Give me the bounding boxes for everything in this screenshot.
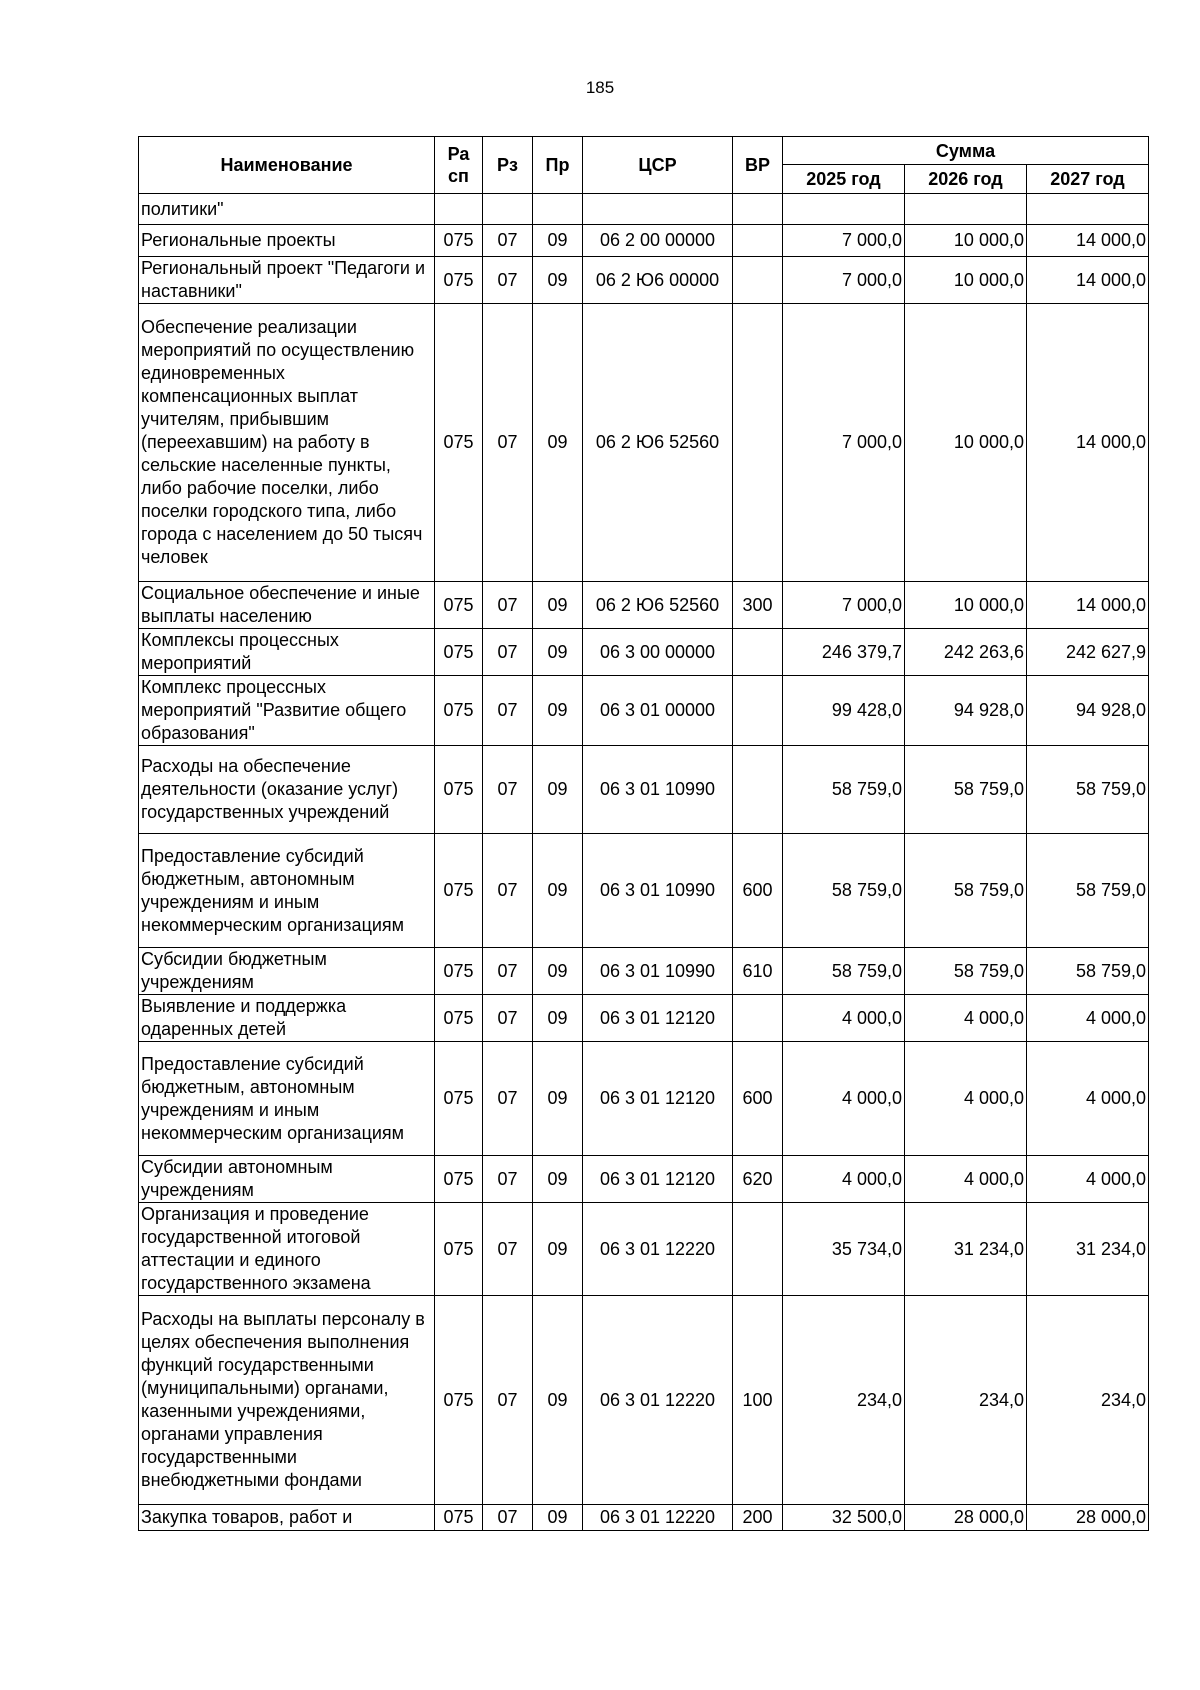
cell-sum-2025: 99 428,0 bbox=[783, 676, 905, 746]
cell-rasp: 075 bbox=[435, 1296, 483, 1505]
cell-pr: 09 bbox=[533, 676, 583, 746]
cell-vr bbox=[733, 194, 783, 225]
cell-vr: 600 bbox=[733, 1042, 783, 1156]
cell-sum-2025: 234,0 bbox=[783, 1296, 905, 1505]
cell-csr bbox=[583, 194, 733, 225]
cell-vr: 200 bbox=[733, 1505, 783, 1531]
cell-rasp: 075 bbox=[435, 1505, 483, 1531]
cell-sum-2026: 4 000,0 bbox=[905, 1042, 1027, 1156]
cell-vr bbox=[733, 676, 783, 746]
cell-csr: 06 3 01 10990 bbox=[583, 834, 733, 948]
cell-pr: 09 bbox=[533, 1296, 583, 1505]
cell-sum-2027: 14 000,0 bbox=[1027, 257, 1149, 304]
cell-rasp: 075 bbox=[435, 676, 483, 746]
cell-sum-2027: 4 000,0 bbox=[1027, 1156, 1149, 1203]
cell-sum-2027: 242 627,9 bbox=[1027, 629, 1149, 676]
cell-name: Расходы на выплаты персоналу в целях обеспечения выполнения функций государственными (муниципальными) органами, казенными учреждениями, органами управления государственными внебюджетными фондами bbox=[139, 1296, 435, 1505]
header-year-2025: 2025 год bbox=[783, 165, 905, 194]
cell-name: Расходы на обеспечение деятельности (оказание услуг) государственных учреждений bbox=[139, 746, 435, 834]
table-row bbox=[139, 948, 1149, 995]
cell-sum-2026: 58 759,0 bbox=[905, 834, 1027, 948]
cell-name: Региональные проекты bbox=[139, 225, 435, 257]
cell-sum-2027 bbox=[1027, 194, 1149, 225]
header-rasp-top: Ра bbox=[447, 144, 470, 164]
cell-sum-2025: 4 000,0 bbox=[783, 1042, 905, 1156]
budget-table bbox=[138, 136, 1149, 1531]
cell-csr: 06 2 Ю6 52560 bbox=[583, 304, 733, 582]
cell-pr: 09 bbox=[533, 1042, 583, 1156]
page-number: 185 bbox=[585, 78, 615, 97]
cell-rasp: 075 bbox=[435, 948, 483, 995]
cell-name: Социальное обеспечение и иные выплаты населению bbox=[139, 582, 435, 629]
cell-pr: 09 bbox=[533, 629, 583, 676]
cell-sum-2027: 14 000,0 bbox=[1027, 225, 1149, 257]
table-body bbox=[139, 194, 1149, 1531]
cell-name: Выявление и поддержка одаренных детей bbox=[139, 995, 435, 1042]
cell-rz: 07 bbox=[483, 1505, 533, 1531]
cell-rz: 07 bbox=[483, 1203, 533, 1296]
table-row bbox=[139, 676, 1149, 746]
cell-sum-2025: 7 000,0 bbox=[783, 257, 905, 304]
cell-rz: 07 bbox=[483, 225, 533, 257]
cell-rz: 07 bbox=[483, 995, 533, 1042]
cell-rz: 07 bbox=[483, 834, 533, 948]
cell-pr: 09 bbox=[533, 1203, 583, 1296]
cell-sum-2027: 94 928,0 bbox=[1027, 676, 1149, 746]
cell-sum-2027: 58 759,0 bbox=[1027, 948, 1149, 995]
cell-vr: 600 bbox=[733, 834, 783, 948]
table-row bbox=[139, 257, 1149, 304]
cell-name: Комплексы процессных мероприятий bbox=[139, 629, 435, 676]
cell-rz: 07 bbox=[483, 676, 533, 746]
cell-vr bbox=[733, 257, 783, 304]
cell-pr: 09 bbox=[533, 1156, 583, 1203]
cell-rz: 07 bbox=[483, 746, 533, 834]
cell-rz: 07 bbox=[483, 1296, 533, 1505]
cell-vr bbox=[733, 995, 783, 1042]
cell-csr: 06 3 01 12120 bbox=[583, 995, 733, 1042]
cell-rz: 07 bbox=[483, 1042, 533, 1156]
cell-rasp: 075 bbox=[435, 1042, 483, 1156]
header-name: Наименование bbox=[139, 137, 435, 194]
cell-csr: 06 2 Ю6 52560 bbox=[583, 582, 733, 629]
cell-name: Организация и проведение государственной итоговой аттестации и единого государственного экзамена bbox=[139, 1203, 435, 1296]
cell-sum-2027: 4 000,0 bbox=[1027, 995, 1149, 1042]
cell-sum-2026: 10 000,0 bbox=[905, 257, 1027, 304]
cell-rz: 07 bbox=[483, 629, 533, 676]
cell-sum-2025: 58 759,0 bbox=[783, 948, 905, 995]
header-csr: ЦСР bbox=[583, 137, 733, 194]
cell-vr: 300 bbox=[733, 582, 783, 629]
cell-name: Комплекс процессных мероприятий "Развитие общего образования" bbox=[139, 676, 435, 746]
cell-sum-2025: 7 000,0 bbox=[783, 225, 905, 257]
cell-sum-2026: 10 000,0 bbox=[905, 304, 1027, 582]
cell-csr: 06 3 01 10990 bbox=[583, 746, 733, 834]
cell-rz: 07 bbox=[483, 304, 533, 582]
cell-sum-2025: 35 734,0 bbox=[783, 1203, 905, 1296]
table-row bbox=[139, 1505, 1149, 1531]
cell-pr: 09 bbox=[533, 948, 583, 995]
cell-pr: 09 bbox=[533, 746, 583, 834]
table-row bbox=[139, 1203, 1149, 1296]
cell-name: Предоставление субсидий бюджетным, автономным учреждениям и иным некоммерческим организациям bbox=[139, 834, 435, 948]
cell-csr: 06 2 00 00000 bbox=[583, 225, 733, 257]
cell-rasp: 075 bbox=[435, 257, 483, 304]
cell-sum-2026: 242 263,6 bbox=[905, 629, 1027, 676]
cell-rz: 07 bbox=[483, 582, 533, 629]
cell-name: Субсидии бюджетным учреждениям bbox=[139, 948, 435, 995]
cell-sum-2026: 10 000,0 bbox=[905, 582, 1027, 629]
cell-csr: 06 3 01 12120 bbox=[583, 1042, 733, 1156]
cell-rasp: 075 bbox=[435, 582, 483, 629]
table-row bbox=[139, 834, 1149, 948]
cell-sum-2027: 234,0 bbox=[1027, 1296, 1149, 1505]
cell-name: Закупка товаров, работ и bbox=[139, 1505, 435, 1531]
cell-vr: 610 bbox=[733, 948, 783, 995]
cell-csr: 06 2 Ю6 00000 bbox=[583, 257, 733, 304]
cell-sum-2025: 58 759,0 bbox=[783, 834, 905, 948]
table-row bbox=[139, 629, 1149, 676]
cell-pr: 09 bbox=[533, 995, 583, 1042]
cell-sum-2026: 4 000,0 bbox=[905, 995, 1027, 1042]
cell-sum-2027: 58 759,0 bbox=[1027, 834, 1149, 948]
cell-name: Обеспечение реализации мероприятий по осуществлению единовременных компенсационных выплат учителям, прибывшим (переехавшим) на работу в сельские населенные пункты, либо рабочие поселки, либо поселки городского типа, либо города с населением до 50 тысяч человек bbox=[139, 304, 435, 582]
cell-vr bbox=[733, 225, 783, 257]
header-rasp bbox=[435, 137, 483, 194]
cell-rasp: 075 bbox=[435, 304, 483, 582]
header-year-2026: 2026 год bbox=[905, 165, 1027, 194]
cell-rasp bbox=[435, 194, 483, 225]
cell-rz: 07 bbox=[483, 948, 533, 995]
cell-vr: 620 bbox=[733, 1156, 783, 1203]
cell-rasp: 075 bbox=[435, 225, 483, 257]
cell-sum-2026: 94 928,0 bbox=[905, 676, 1027, 746]
table-row bbox=[139, 1296, 1149, 1505]
cell-rz: 07 bbox=[483, 1156, 533, 1203]
cell-csr: 06 3 01 00000 bbox=[583, 676, 733, 746]
cell-sum-2025: 58 759,0 bbox=[783, 746, 905, 834]
cell-rasp: 075 bbox=[435, 834, 483, 948]
cell-rasp: 075 bbox=[435, 1203, 483, 1296]
header-year-2027: 2027 год bbox=[1027, 165, 1149, 194]
cell-sum-2027: 4 000,0 bbox=[1027, 1042, 1149, 1156]
cell-rasp: 075 bbox=[435, 746, 483, 834]
cell-sum-2027: 31 234,0 bbox=[1027, 1203, 1149, 1296]
cell-sum-2025: 246 379,7 bbox=[783, 629, 905, 676]
header-pr: Пр bbox=[533, 137, 583, 194]
table-row bbox=[139, 225, 1149, 257]
cell-rasp: 075 bbox=[435, 629, 483, 676]
cell-pr: 09 bbox=[533, 225, 583, 257]
cell-sum-2025: 32 500,0 bbox=[783, 1505, 905, 1531]
cell-sum-2025: 7 000,0 bbox=[783, 304, 905, 582]
cell-pr: 09 bbox=[533, 304, 583, 582]
cell-rz: 07 bbox=[483, 257, 533, 304]
table-row bbox=[139, 1156, 1149, 1203]
cell-vr bbox=[733, 629, 783, 676]
cell-pr: 09 bbox=[533, 582, 583, 629]
cell-rz bbox=[483, 194, 533, 225]
table-row bbox=[139, 1042, 1149, 1156]
cell-vr bbox=[733, 304, 783, 582]
table-row bbox=[139, 995, 1149, 1042]
cell-sum-2026: 4 000,0 bbox=[905, 1156, 1027, 1203]
header-rasp-bottom: сп bbox=[448, 166, 469, 186]
cell-sum-2027: 58 759,0 bbox=[1027, 746, 1149, 834]
cell-csr: 06 3 01 12220 bbox=[583, 1505, 733, 1531]
cell-sum-2025: 4 000,0 bbox=[783, 995, 905, 1042]
cell-pr bbox=[533, 194, 583, 225]
cell-sum-2026: 10 000,0 bbox=[905, 225, 1027, 257]
table-row bbox=[139, 194, 1149, 225]
table-header bbox=[139, 137, 1149, 194]
table-row bbox=[139, 746, 1149, 834]
cell-pr: 09 bbox=[533, 257, 583, 304]
cell-sum-2027: 14 000,0 bbox=[1027, 304, 1149, 582]
cell-pr: 09 bbox=[533, 1505, 583, 1531]
cell-sum-2026: 58 759,0 bbox=[905, 746, 1027, 834]
cell-name: политики" bbox=[139, 194, 435, 225]
cell-pr: 09 bbox=[533, 834, 583, 948]
table-row bbox=[139, 582, 1149, 629]
cell-vr bbox=[733, 1203, 783, 1296]
table-row bbox=[139, 304, 1149, 582]
cell-sum-2027: 28 000,0 bbox=[1027, 1505, 1149, 1531]
cell-csr: 06 3 01 10990 bbox=[583, 948, 733, 995]
cell-sum-2026 bbox=[905, 194, 1027, 225]
header-vr: ВР bbox=[733, 137, 783, 194]
cell-csr: 06 3 01 12120 bbox=[583, 1156, 733, 1203]
cell-sum-2026: 31 234,0 bbox=[905, 1203, 1027, 1296]
cell-sum-2025: 7 000,0 bbox=[783, 582, 905, 629]
header-rz: Рз bbox=[483, 137, 533, 194]
cell-vr bbox=[733, 746, 783, 834]
cell-csr: 06 3 00 00000 bbox=[583, 629, 733, 676]
cell-rasp: 075 bbox=[435, 1156, 483, 1203]
cell-sum-2026: 234,0 bbox=[905, 1296, 1027, 1505]
cell-csr: 06 3 01 12220 bbox=[583, 1203, 733, 1296]
cell-rasp: 075 bbox=[435, 995, 483, 1042]
cell-name: Региональный проект "Педагоги и наставники" bbox=[139, 257, 435, 304]
cell-sum-2027: 14 000,0 bbox=[1027, 582, 1149, 629]
cell-sum-2026: 58 759,0 bbox=[905, 948, 1027, 995]
cell-sum-2025: 4 000,0 bbox=[783, 1156, 905, 1203]
cell-vr: 100 bbox=[733, 1296, 783, 1505]
header-sum: Сумма bbox=[783, 137, 1149, 165]
cell-csr: 06 3 01 12220 bbox=[583, 1296, 733, 1505]
cell-name: Предоставление субсидий бюджетным, автономным учреждениям и иным некоммерческим организациям bbox=[139, 1042, 435, 1156]
cell-name: Субсидии автономным учреждениям bbox=[139, 1156, 435, 1203]
cell-sum-2025 bbox=[783, 194, 905, 225]
cell-sum-2026: 28 000,0 bbox=[905, 1505, 1027, 1531]
